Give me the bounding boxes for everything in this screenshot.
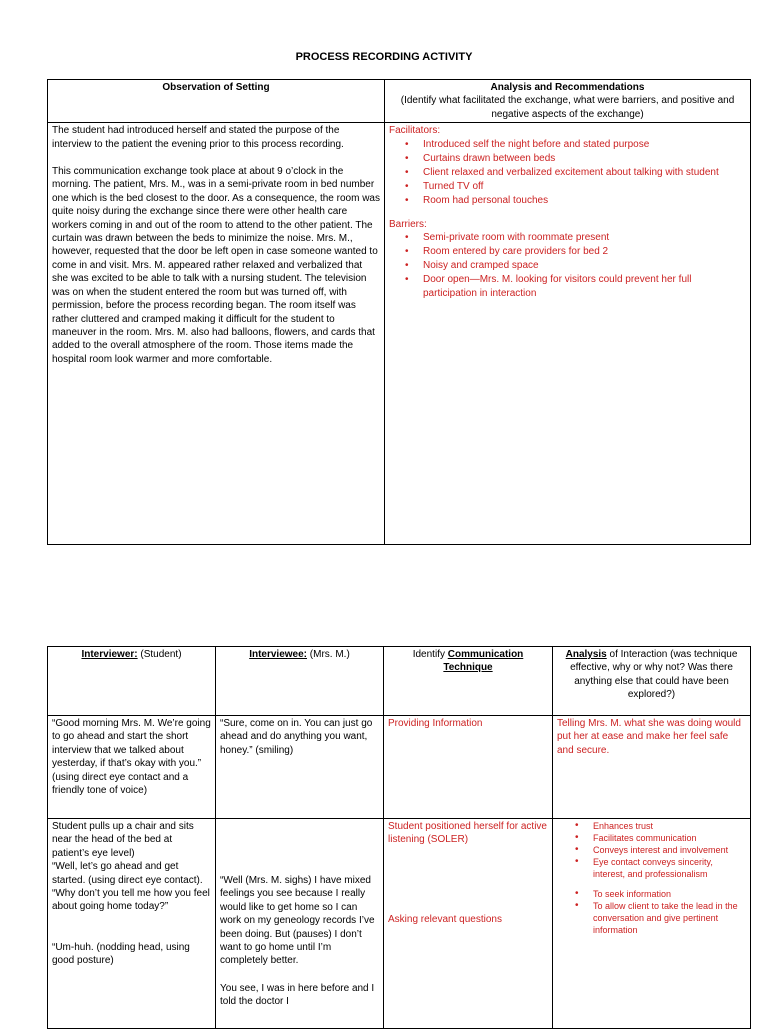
technique-paragraph: Student positioned herself for active listening (SOLER) (388, 821, 547, 846)
list-item: • Curtains drawn between beds (423, 152, 746, 166)
technique-header (384, 647, 553, 716)
interviewer-header-label: Interviewer: (81, 649, 138, 660)
interaction-analysis-header (553, 647, 751, 716)
barriers-list (389, 231, 746, 301)
facilitators-list (389, 138, 746, 208)
setting-table (47, 79, 751, 545)
list-item: • Noisy and cramped space (423, 259, 746, 273)
interviewee-header-label: Interviewee: (249, 649, 308, 660)
interviewee-header (216, 647, 384, 716)
interaction-analysis-cell: Telling Mrs. M. what she was doing would put her at ease and make her feel safe and secure. (553, 716, 751, 819)
list-item: • To seek information (593, 888, 746, 900)
interviewee-cell (216, 819, 384, 1029)
interviewer-cell: “Good morning Mrs. M. We’re going to go ahead and start the short interview that we talked about yesterday, if that’s okay with you.” (using direct eye contact and a friendly tone of voice) (48, 716, 216, 819)
technique-header-pre: Identify (412, 649, 448, 660)
list-item: • Facilitates communication (593, 832, 746, 844)
observation-paragraph: This communication exchange took place at about 9 o’clock in the morning. The patient, Mrs. M., was in a semi-private room in bed number one which is the bed closest to the door. As a consequence, the room was quite noisy during the exchange since there were other health care workers coming in and out of the room to attend to the other patient. The curtain was drawn between the beds to minimize the noise. Mrs. M., however, requested that the door be left open in case someone wanted to come in and visit. Mrs. M. appeared rather relaxed and verbalized that she was excited to be able to talk with a nursing student. The television was on when the student entered the room but was turned off, with permission, before the process recording began. The room itself was rather cluttered and cramped making it difficult for the student to maneuver in the room. Mrs. M. also had balloons, flowers, and cards that added to the overall atmosphere of the room. Those items made the hospital room look warmer and more comfortable. (52, 166, 380, 365)
list-item: • Room had personal touches (423, 194, 746, 208)
observation-paragraph: The student had introduced herself and stated the purpose of the interview to the patient the evening prior to this process recording. (52, 125, 344, 150)
barriers-label: Barriers: (389, 218, 427, 230)
analysis-header-label: Analysis and Recommendations (490, 82, 645, 93)
interviewer-paragraph: Student pulls up a chair and sits near the head of the bed at patient’s eye level) (52, 821, 194, 859)
interaction-analysis-cell (553, 819, 751, 1029)
interaction-table (47, 646, 751, 1029)
analysis-cell (385, 123, 751, 545)
list-item: • Room entered by care providers for bed 2 (423, 245, 746, 259)
interaction-analysis-header-rest: of Interaction (was technique effective, why or why not? Was there anything else that could have been explored?) (570, 649, 738, 701)
list-item: • Conveys interest and involvement (593, 844, 746, 856)
interviewer-header (48, 647, 216, 716)
facilitators-label: Facilitators: (389, 125, 441, 137)
list-item: • Eye contact conveys sincerity, interest, and professionalism (593, 856, 746, 880)
interviewer-paragraph: “Well, let’s go ahead and get started. (using direct eye contact). (52, 861, 203, 886)
interaction-analysis-header-label: Analysis (565, 649, 607, 660)
technique-cell (384, 819, 553, 1029)
interviewer-paragraph: “Um-huh. (nodding head, using good posture) (52, 941, 190, 967)
technique-header-label: Communication Technique (443, 649, 524, 674)
interviewer-cell (48, 819, 216, 1029)
interviewer-header-rest: (Student) (137, 649, 182, 660)
list-item: • Semi-private room with roommate present (423, 231, 746, 245)
list-item: • Client relaxed and verbalized excitement about talking with student (423, 166, 746, 180)
interviewee-paragraph: You see, I was in here before and I told the doctor I (220, 982, 375, 1008)
observation-cell (48, 123, 385, 545)
list-item: • Enhances trust (593, 820, 746, 832)
observation-header-label: Observation of Setting (162, 82, 270, 93)
page-title: PROCESS RECORDING ACTIVITY (295, 51, 473, 63)
list-item: • Door open—Mrs. M. looking for visitors could prevent her full participation in interaction (423, 273, 746, 301)
observation-header (48, 80, 385, 123)
technique-cell: Providing Information (384, 716, 553, 819)
list-item: • Introduced self the night before and stated purpose (423, 138, 746, 152)
analysis-list (557, 888, 746, 936)
interviewer-paragraph: “Why don’t you tell me how you feel about going home today?” (52, 888, 210, 913)
analysis-header-sub: (Identify what facilitated the exchange, what were barriers, and positive and negative aspects of the exchange) (400, 95, 735, 120)
interviewee-cell: “Sure, come on in. You can just go ahead and do anything you want, honey.” (smiling) (216, 716, 384, 819)
analysis-list (557, 820, 746, 880)
list-item: • Turned TV off (423, 180, 746, 194)
interviewee-header-rest: (Mrs. M.) (307, 649, 350, 660)
list-item: • To allow client to take the lead in the conversation and give pertinent information (593, 900, 746, 936)
technique-paragraph: Asking relevant questions (388, 913, 502, 925)
analysis-header (385, 80, 751, 123)
interviewee-paragraph: “Well (Mrs. M. sighs) I have mixed feelings you see because I really would like to get home so I can work on my geneology records I’ve been doing. But (pauses) I don’t want to go home until I’m completely better. (220, 875, 375, 967)
